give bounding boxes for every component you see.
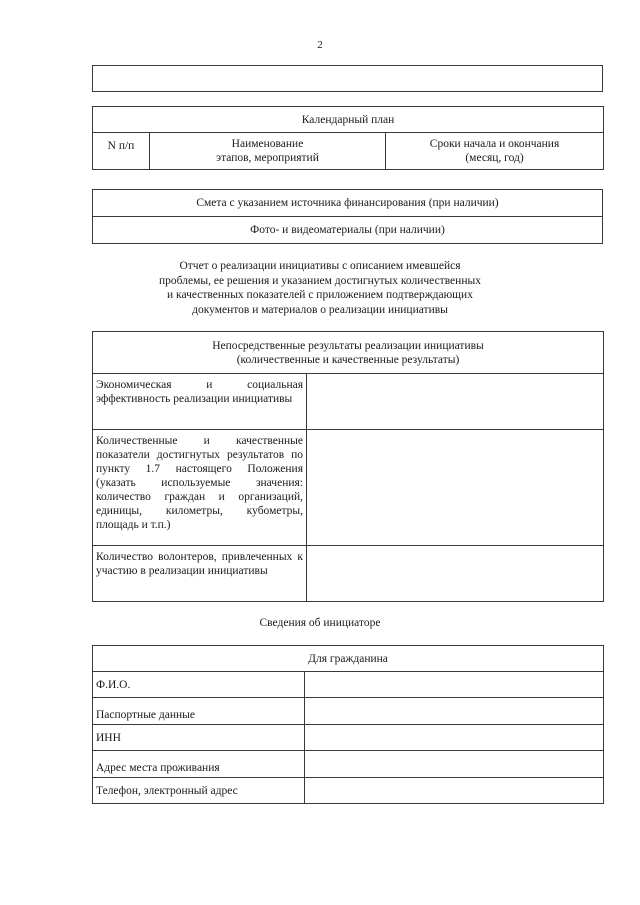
initiator-row-value <box>305 672 604 698</box>
estimate-cell: Смета с указанием источника финансирования (при наличии) <box>93 190 603 217</box>
initiator-row-value <box>305 751 604 778</box>
col-name-line1: Наименование <box>231 138 304 150</box>
col-name-line2: этапов, мероприятий <box>216 152 319 164</box>
report-paragraph <box>0 259 640 317</box>
results-row-value <box>307 374 604 430</box>
col-dates-line2: (месяц, год) <box>465 152 524 164</box>
media-cell: Фото- и видеоматериалы (при наличии) <box>93 217 603 244</box>
col-dates-line1: Сроки начала и окончания <box>429 138 560 150</box>
budget-media-table <box>92 189 603 244</box>
col-name-header <box>150 133 386 170</box>
initiator-row-label: Адрес места проживания <box>93 751 305 778</box>
results-row-label: Экономическая и социальная эффективность реализации инициативы <box>93 374 307 430</box>
results-table <box>92 331 604 602</box>
results-title-line1: Непосредственные результаты реализации инициативы <box>212 339 484 352</box>
results-row-label: Количественные и качественные показатели достигнутых результатов по пункту 1.7 настоящего Положения (указать используемые значения: количество граждан и организаций, единицы, километры, кубометры, площадь и т.п.) <box>93 430 307 546</box>
initiator-row-label: Паспортные данные <box>93 698 305 725</box>
results-title <box>93 332 604 374</box>
initiator-row-label: Ф.И.О. <box>93 672 305 698</box>
results-title-line2: (количественные и качественные результаты) <box>236 353 460 366</box>
initiator-row-label: Телефон, электронный адрес <box>93 778 305 804</box>
results-row-label: Количество волонтеров, привлеченных к участию в реализации инициативы <box>93 546 307 602</box>
initiator-row-value <box>305 725 604 751</box>
results-row-value <box>307 430 604 546</box>
report-line2: проблемы, ее решения и указанием достигнутых количественных <box>159 274 481 287</box>
calendar-plan-table <box>92 106 604 170</box>
initiator-table <box>92 645 604 804</box>
initiator-heading: Сведения об инициаторе <box>259 617 381 629</box>
report-line4: документов и материалов о реализации инициативы <box>192 303 448 316</box>
page-number: 2 <box>317 39 323 51</box>
report-line1: Отчет о реализации инициативы с описанием имевшейся <box>179 260 461 272</box>
initiator-row-value <box>305 778 604 804</box>
report-line3: и качественных показателей с приложением подтверждающих <box>167 289 473 301</box>
initiator-row-value <box>305 698 604 725</box>
results-row-value <box>307 546 604 602</box>
initiator-table-title: Для гражданина <box>93 646 604 672</box>
calendar-plan-title: Календарный план <box>93 107 604 133</box>
initiator-row-label: ИНН <box>93 725 305 751</box>
empty-box <box>92 65 603 92</box>
col-number-header: N п/п <box>93 133 150 170</box>
col-dates-header <box>386 133 604 170</box>
empty-cell <box>93 66 603 92</box>
